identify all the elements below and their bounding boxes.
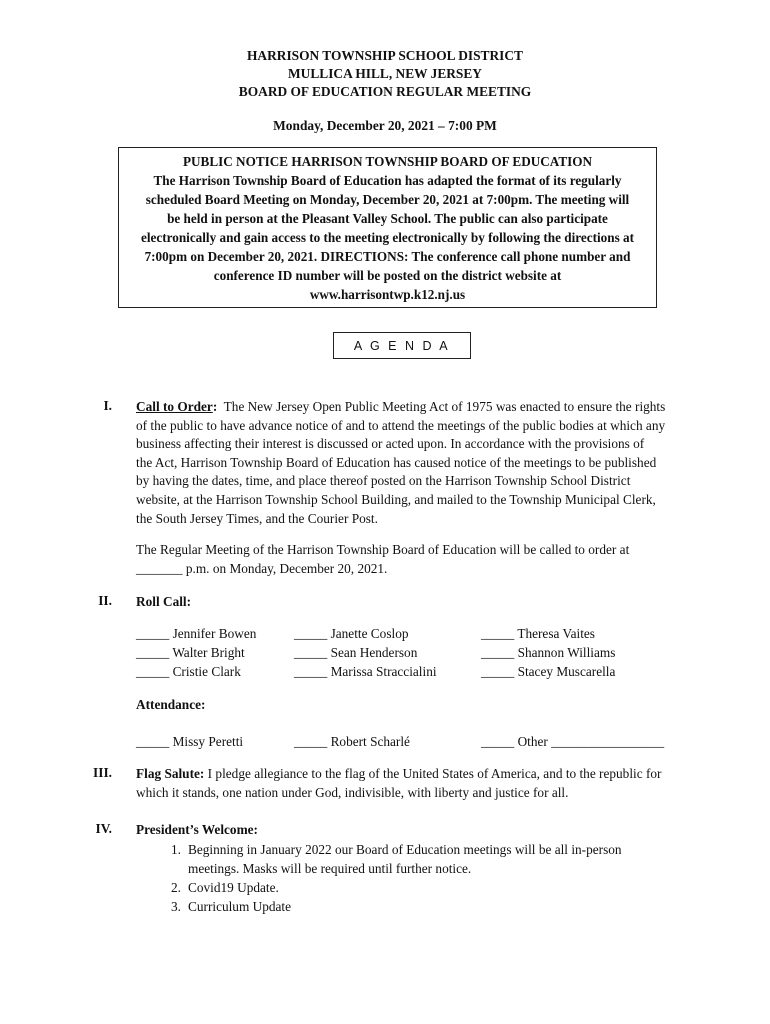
call-to-order-time: [136, 541, 692, 578]
agenda-label: A G E N D A: [333, 332, 471, 359]
notice-line: The Harrison Township Board of Education has adapted the format of its regularly: [153, 173, 622, 188]
attendance-entry: [136, 732, 243, 751]
district-website: www.harrisontwp.k12.nj.us: [309, 287, 466, 302]
paragraph-line: the Act, Harrison Township Board of Education has caused notice of the meetings to be published: [136, 454, 657, 470]
list-item-number: 1.: [171, 842, 181, 857]
presidents-welcome-title: President’s Welcome:: [136, 822, 258, 837]
meeting-title: BOARD OF EDUCATION REGULAR MEETING: [238, 84, 532, 99]
roll-call-member: _____ Sean Henderson: [294, 645, 418, 660]
notice-line: conference ID number will be posted on the district website at: [213, 268, 562, 283]
roll-call-member: _____ Cristie Clark: [136, 664, 241, 679]
notice-title: PUBLIC NOTICE HARRISON TOWNSHIP BOARD OF EDUCATION: [182, 154, 593, 169]
attendance-other: _____ Other _________________: [481, 734, 665, 749]
flag-salute-section: [136, 765, 692, 802]
roll-call-column: [136, 624, 256, 681]
list-item: [136, 878, 656, 897]
attendance-member: _____ Missy Peretti: [136, 734, 244, 749]
roll-call-member: _____ Jennifer Bowen: [136, 626, 257, 641]
roll-call-member: _____ Theresa Vaites: [481, 626, 595, 641]
public-notice-box: [118, 147, 657, 308]
attendance-title: Attendance:: [136, 697, 206, 712]
list-item-number: 2.: [171, 880, 181, 895]
roll-call-column: [481, 624, 615, 681]
attendance-entry: [481, 732, 664, 751]
list-item-text: Covid19 Update.: [188, 880, 279, 895]
presidents-welcome-list: [136, 840, 656, 916]
list-item-text: Curriculum Update: [188, 899, 292, 914]
call-to-order-line: [136, 398, 692, 417]
paragraph-line: business affecting their interest is discussed or acted upon. In accordance with the provisions of: [136, 436, 645, 452]
paragraph-line: website, at the Harrison Township School Building, and mailed to the Township Municipal Clerk,: [136, 491, 656, 507]
roll-call-member: _____ Shannon Williams: [481, 645, 616, 660]
notice-line: be held in person at the Pleasant Valley School. The public can also participate: [167, 211, 608, 226]
roll-call-member: _____ Stacey Muscarella: [481, 664, 616, 679]
roll-call-member: _____ Walter Bright: [136, 645, 245, 660]
notice-line: 7:00pm on December 20, 2021. DIRECTIONS: The conference call phone number and: [144, 249, 631, 264]
attendance-entry: [294, 732, 410, 751]
roll-call-column: [294, 624, 437, 681]
list-item-line: Beginning in January 2022 our Board of Education meetings will be all in-person: [188, 842, 622, 857]
paragraph-line: the South Jersey Times, and the Courier Post.: [136, 510, 378, 526]
attendance-member: _____ Robert Scharlé: [294, 734, 410, 749]
district-name: HARRISON TOWNSHIP SCHOOL DISTRICT: [247, 48, 523, 63]
paragraph-line: The Regular Meeting of the Harrison Township Board of Education will be called to order at: [136, 542, 630, 557]
meeting-date: Monday, December 20, 2021 – 7:00 PM: [273, 118, 497, 133]
section-number: IV.: [95, 821, 112, 836]
list-item-line: meetings. Masks will be required until further notice.: [188, 861, 472, 876]
list-item-text: [188, 840, 622, 878]
notice-line: scheduled Board Meeting on Monday, December 20, 2021 at 7:00pm. The meeting will: [145, 192, 630, 207]
roll-call-member: _____ Janette Coslop: [294, 626, 409, 641]
section-number: III.: [93, 765, 112, 780]
paragraph-text: I pledge allegiance to the flag of the United States of America, and to the republic for: [207, 766, 662, 781]
paragraph-line: _______ p.m. on Monday, December 20, 2021.: [136, 560, 388, 576]
paragraph-line: by having the dates, time, and place thereof posted on the Harrison Township School District: [136, 473, 631, 489]
paragraph-line: of the public to have advance notice of and to attend the meetings of the public bodies at which any: [136, 417, 666, 433]
title-colon: :: [212, 399, 218, 414]
list-item: [136, 840, 656, 878]
list-item-number: 3.: [171, 899, 181, 914]
roll-call-member: _____ Marissa Straccialini: [294, 664, 437, 679]
section-number: II.: [98, 593, 112, 608]
district-location: MULLICA HILL, NEW JERSEY: [288, 66, 482, 81]
section-number: I.: [103, 398, 112, 413]
call-to-order-title: Call to Order: [136, 399, 213, 414]
paragraph-text: The New Jersey Open Public Meeting Act of 1975 was enacted to ensure the rights: [223, 399, 666, 414]
notice-line: electronically and gain access to the meeting electronically by following the directions at: [141, 230, 634, 245]
call-to-order-section: [136, 398, 692, 528]
list-item: [136, 897, 656, 916]
paragraph-line: which it stands, one nation under God, indivisible, with liberty and justice for all.: [136, 784, 569, 800]
flag-salute-title: Flag Salute:: [136, 766, 205, 781]
flag-salute-line: [136, 765, 692, 784]
document-header: [0, 47, 770, 101]
roll-call-title: Roll Call:: [136, 594, 192, 609]
